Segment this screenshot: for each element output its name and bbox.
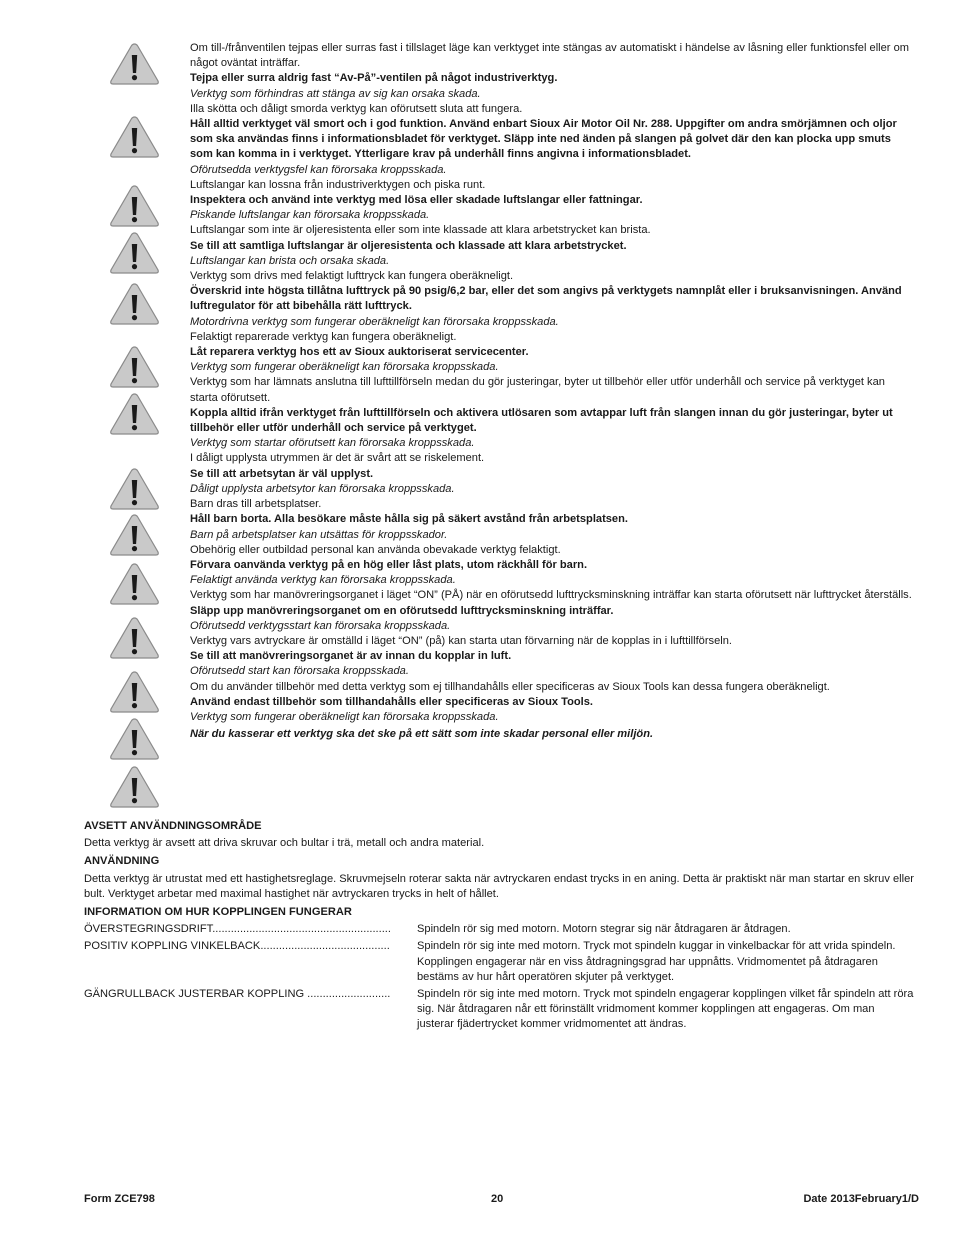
disposal-note: När du kasserar ett verktyg ska det ske på ett sätt som inte skadar personal eller miljön. <box>190 728 654 741</box>
warning-risk: Om du använder tillbehör med detta verktyg som ej tillhandahålls eller specificeras av Sioux Tools kan dessa fungera oberäkneligt. <box>190 680 830 693</box>
intended-use-heading: AVSETT ANVÄNDNINGSOMRÅDE <box>84 820 262 832</box>
warning-risk: Illa skötta och dåligt smorda verktyg kan oförutsett sluta att fungera. <box>190 102 523 115</box>
warning-consequence: Motordrivna verktyg som fungerar oberäkneligt kan förorsaka kroppsskada. <box>190 315 559 328</box>
warning-risk: Obehörig eller outbildad personal kan använda obevakade verktyg felaktigt. <box>190 543 561 556</box>
warning-block <box>190 451 915 497</box>
warning-exclamation-icon <box>109 562 160 606</box>
warning-action: Tejpa eller surra aldrig fast “Av-På”-ventilen på något industriverktyg. <box>190 72 558 85</box>
warning-block <box>190 223 915 269</box>
warning-risk: Verktyg som har lämnats anslutna till lufttillförseln medan du gör justeringar, byter ut tillbehör eller utför underhåll och service på verktyget kan starta oförutsett. <box>190 376 885 404</box>
coupling-item <box>84 987 914 1033</box>
warning-block <box>190 41 915 102</box>
warning-block <box>190 680 915 726</box>
warning-block <box>190 375 915 451</box>
coupling-list <box>84 922 914 1032</box>
warning-consequence: Oförutsedda verktygsfel kan förorsaka kroppsskada. <box>190 163 447 176</box>
warning-action: Förvara oanvända verktyg på en hög eller låst plats, utom räckhåll för barn. <box>190 558 588 571</box>
coupling-item <box>84 922 914 937</box>
warning-block <box>190 330 915 376</box>
warning-block <box>190 588 915 634</box>
warning-consequence: Verktyg som fungerar oberäkneligt kan förorsaka kroppsskada. <box>190 710 499 723</box>
warning-action: Se till att samtliga luftslangar är oljeresistenta och klassade att klara arbetstrycket. <box>190 239 627 252</box>
warning-block <box>190 102 915 178</box>
usage-heading: ANVÄNDNING <box>84 855 160 868</box>
warning-exclamation-icon <box>109 616 160 660</box>
warning-action: Släpp upp manövreringsorganet om en oförutsedd lufttrycksminskning inträffar. <box>190 604 614 617</box>
warning-risk: Luftslangar som inte är oljeresistenta eller som inte klassade att klara arbetstrycket kan brista. <box>190 224 651 237</box>
warning-action: Se till att arbetsytan är väl upplyst. <box>190 467 374 480</box>
warning-consequence: Piskande luftslangar kan förorsaka kroppsskada. <box>190 209 430 222</box>
warning-exclamation-icon <box>109 184 160 228</box>
warning-exclamation-icon <box>109 765 160 809</box>
coupling-description: Spindeln rör sig inte med motorn. Tryck mot spindeln engagerar kopplingen vilket får spindeln att röra sig. När åtdragaren når ett förinställt vridmoment kommer kopplingen att engageras. Om man justerar fjädertrycket kommer vridmomentet att ändras. <box>417 988 914 1031</box>
warning-consequence: Verktyg som fungerar oberäkneligt kan förorsaka kroppsskada. <box>190 361 499 374</box>
warning-exclamation-icon <box>109 392 160 436</box>
warning-exclamation-icon <box>109 717 160 761</box>
warning-action: Överskrid inte högsta tillåtna lufttryck på 90 psig/6,2 bar, eller det som angivs på verktygets namnplåt eller i bruksanvisningen. Använd luftregulator för att bibehålla rätt lufttryck. <box>190 285 902 313</box>
warning-action: Håll alltid verktyget väl smort och i god funktion. Använd enbart Sioux Air Motor Oil Nr. 288. Uppgifter om andra smörjämnen och oljor som ska användas finns i informationsbladet för verktyget. Släpp inte ned änden på slangen på golvet där den kan plocka upp smuts som kan komma in i verktyget. Ytterligare krav på underhåll finns angivna i informationsbladet. <box>190 118 897 161</box>
warning-consequence: Luftslangar kan brista och orsaka skada. <box>190 254 390 267</box>
warning-consequence: Felaktigt använda verktyg kan förorsaka kroppsskada. <box>190 574 456 587</box>
warning-risk: Verktyg som drivs med felaktigt lufttryck kan fungera oberäkneligt. <box>190 270 514 283</box>
warning-exclamation-icon <box>109 115 160 159</box>
coupling-item <box>84 939 914 985</box>
warning-risk: Luftslangar kan lossna från industriverktygen och piska runt. <box>190 178 486 191</box>
form-number: Form ZCE798 <box>84 1193 155 1205</box>
coupling-term: GÄNGRULLBACK JUSTERBAR KOPPLING ........................... <box>84 988 391 1001</box>
warning-consequence: Dåligt upplysta arbetsytor kan förorsaka kroppsskada. <box>190 482 455 495</box>
tool-information <box>84 816 914 1033</box>
warning-block <box>190 497 915 543</box>
warning-risk: Felaktigt reparerade verktyg kan fungera oberäkneligt. <box>190 330 457 343</box>
warning-risk: Verktyg som har manövreringsorganet i läget “ON” (PÅ) när en oförutsedd lufttrycksminskning inträffar kan starta oförutsett när lufttrycket återställs. <box>190 589 912 602</box>
coupling-term: POSITIV KOPPLING VINKELBACK.......................................... <box>84 940 390 953</box>
warning-block <box>190 634 915 680</box>
usage-text: Detta verktyg är utrustat med ett hastighetsreglage. Skruvmejseln roterar sakta när avtryckaren endast trycks in en aning. Detta är praktiskt när man startar en skruv eller bult. Verktyget arbetar med maximal hastighet när avtryckaren trycks in helt of hållet. <box>84 872 914 900</box>
coupling-term: ÖVERSTEGRINGSDRIFT.......................................................... <box>84 923 391 936</box>
warning-risk: I dåligt upplysta utrymmen är det är svårt att se riskelement. <box>190 452 485 465</box>
warning-risk: Barn dras till arbetsplatser. <box>190 498 322 511</box>
warning-exclamation-icon <box>109 345 160 389</box>
warning-action: Håll barn borta. Alla besökare måste hålla sig på säkert avstånd från arbetsplatsen. <box>190 513 628 526</box>
document-date: Date 2013February1/D <box>803 1193 919 1205</box>
warning-action: Se till att manövreringsorganet är av innan du kopplar in luft. <box>190 650 512 663</box>
warning-action: Koppla alltid ifrån verktyget från lufttillförseln och aktivera utlösaren som avtappar luft från slangen innan du gör justeringar, byter ut tillbehör eller utför underhåll och service på verktyget. <box>190 406 893 435</box>
warning-consequence: Verktyg som förhindras att stänga av sig kan orsaka skada. <box>190 87 481 100</box>
warning-exclamation-icon <box>109 282 160 326</box>
warning-block <box>190 269 915 330</box>
warning-risk: Om till-/frånventilen tejpas eller surras fast i tillslaget läge kan verktyget inte stängas av automatiskt i händelse av låsning eller funktionsfel eller om något oväntat inträffar. <box>190 42 909 70</box>
warning-consequence: Barn på arbetsplatser kan utsättas för kroppsskador. <box>190 528 448 541</box>
warning-action: Låt reparera verktyg hos ett av Sioux auktoriserat servicecenter. <box>190 346 529 359</box>
warning-action: Använd endast tillbehör som tillhandahålls eller specificeras av Sioux Tools. <box>190 695 593 708</box>
warning-consequence: Oförutsedd start kan förorsaka kroppsskada. <box>190 665 409 678</box>
coupling-description: Spindeln rör sig med motorn. Motorn stegrar sig när åtdragaren är åtdragen. <box>417 923 791 936</box>
warning-exclamation-icon <box>109 231 160 275</box>
page-number: 20 <box>491 1193 504 1205</box>
warning-risk: Verktyg vars avtryckare är omställd i läget “ON” (på) kan starta utan förvarning när de kopplas in i lufttillförseln. <box>190 634 732 647</box>
warning-block <box>190 178 915 224</box>
warning-consequence: Oförutsedd verktygsstart kan förorsaka kroppsskada. <box>190 619 451 632</box>
warning-block <box>190 543 915 589</box>
warning-exclamation-icon <box>109 670 160 714</box>
safety-warnings <box>190 41 915 742</box>
warning-exclamation-icon <box>109 513 160 557</box>
coupling-heading: INFORMATION OM HUR KOPPLINGEN FUNGERAR <box>84 906 352 919</box>
warning-action: Inspektera och använd inte verktyg med lösa eller skadade luftslangar eller fattningar. <box>190 194 643 207</box>
coupling-description: Spindeln rör sig inte med motorn. Tryck mot spindeln kuggar in vinkelbackar för att vrida spindeln. Kopplingen engagerar när en viss åtdragningsgrad har uppnåtts. Vridmomentet på åtdragaren bestäms av hur hårt operatören skjuter på verktyget. <box>417 940 896 983</box>
warning-exclamation-icon <box>109 467 160 511</box>
intended-use-text: Detta verktyg är avsett att driva skruvar och bultar i trä, metall och andra material. <box>84 837 485 850</box>
warning-consequence: Verktyg som startar oförutsett kan förorsaka kroppsskada. <box>190 437 475 450</box>
warning-exclamation-icon <box>109 42 160 86</box>
